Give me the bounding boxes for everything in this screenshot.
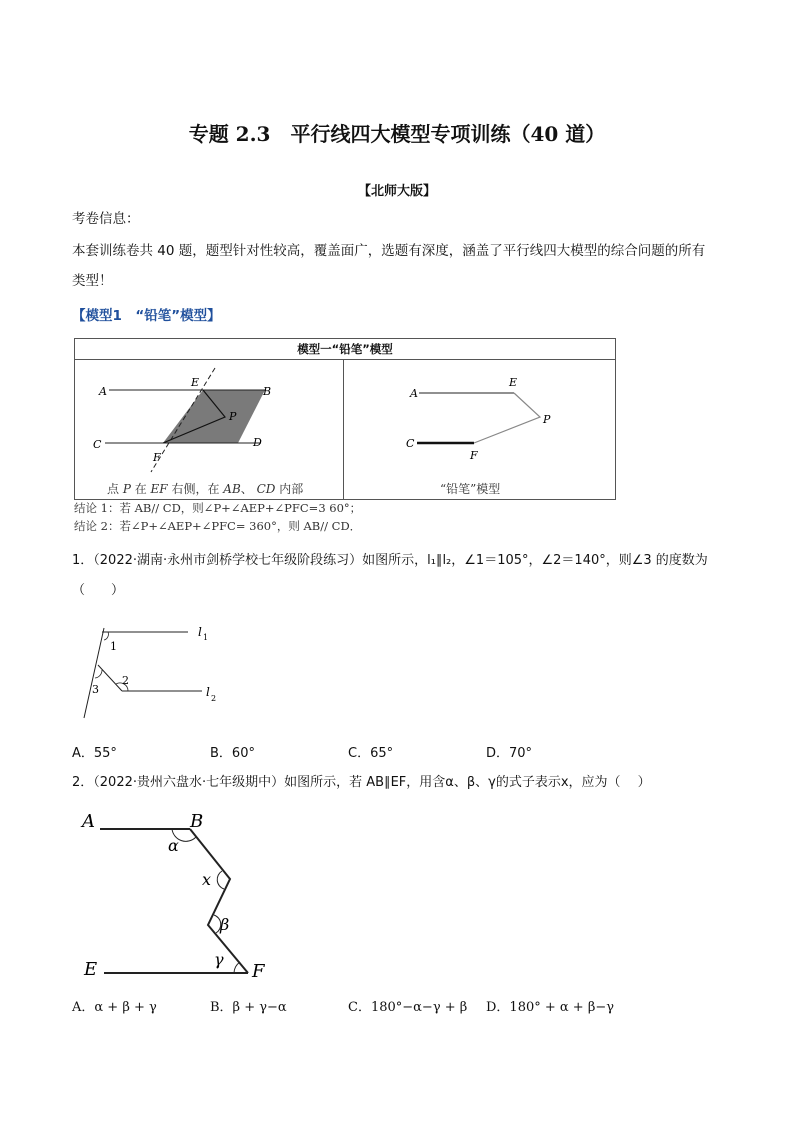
q1-stem: 1．（2022·湖南·永州市剑桥学校七年级阶段练习）如图所示，l₁∥l₂，∠1＝105°，∠2＝140°，则∠3 的度数为 (72, 553, 708, 568)
label-P: P (229, 410, 237, 423)
q1-option-d[interactable]: D．70° (486, 746, 533, 761)
label-F: F (153, 451, 161, 464)
shaded-region (163, 390, 265, 443)
label-l2-sub: 2 (211, 694, 217, 703)
transversal (84, 628, 104, 718)
label-l1: l (198, 625, 202, 639)
q2-option-b[interactable]: B．β + γ−α (210, 1000, 287, 1015)
label-C: C (406, 437, 415, 450)
q2-option-d[interactable]: D．180° + α + β−γ (486, 1000, 615, 1015)
label-angle-2: 2 (122, 674, 129, 687)
angle-3-arc (95, 670, 102, 678)
label-E: E (84, 959, 98, 980)
conclusion-2: 结论 2：若∠P+∠AEP+∠PFC= 360°，则 AB// CD． (74, 519, 362, 533)
label-beta: β (220, 915, 230, 934)
label-gamma: γ (214, 950, 224, 969)
label-alpha: α (168, 836, 179, 855)
q2-stem: 2．（2022·贵州六盘水·七年级期中）如图所示，若 AB∥EF，用含α、β、γ的式子表示x，应为（ ） (72, 775, 651, 790)
label-l1-sub: 1 (203, 633, 209, 642)
conclusion-1: 结论 1：若 AB// CD，则∠P+∠AEP+∠PFC=3 60°； (74, 501, 362, 515)
label-B: B (190, 811, 204, 832)
label-F: F (252, 961, 265, 982)
page-title: 专题 2.3 平行线四大模型专项训练（40 道） (188, 122, 606, 146)
info-label: 考卷信息： (72, 211, 140, 227)
label-angle-1: 1 (110, 640, 117, 653)
label-P: P (543, 413, 551, 426)
label-E: E (191, 376, 200, 389)
model-left-caption: 点 P 在 EF 右侧，在 AB、 CD 内部 (107, 482, 304, 496)
model-right-diagram (344, 360, 615, 480)
info-text-line-1: 本套训练卷共 40 题，题型针对性较高，覆盖面广，选题有深度，涵盖了平行线四大模型的综合问题的所有 (72, 243, 706, 259)
q1-paren: （ ） (72, 583, 125, 598)
label-x: x (202, 870, 212, 889)
q1-option-b[interactable]: B．60° (210, 746, 255, 761)
model-box (74, 338, 616, 500)
bent-segment (98, 665, 122, 691)
label-E: E (509, 376, 518, 389)
q1-diagram (72, 618, 252, 728)
label-A: A (82, 811, 95, 832)
q1-option-c[interactable]: C．65° (348, 746, 394, 761)
label-l2: l (206, 685, 210, 699)
label-F: F (470, 449, 478, 462)
angle-1-arc (104, 632, 108, 640)
label-A: A (410, 387, 418, 400)
label-B: B (263, 385, 272, 398)
info-text-line-2: 类型！ (72, 273, 113, 289)
q2-diagram (72, 805, 292, 985)
model-box-header: 模型一“铅笔”模型 (75, 339, 615, 360)
label-A: A (99, 385, 107, 398)
angle-x-arc (217, 871, 224, 889)
q2-option-a[interactable]: A．α + β + γ (72, 1000, 157, 1015)
label-angle-3: 3 (92, 683, 99, 696)
label-D: D (253, 436, 262, 449)
model-heading: 【模型1 “铅笔”模型】 (72, 308, 221, 324)
q1-option-a[interactable]: A．55° (72, 746, 117, 761)
q2-option-c[interactable]: C．180°−α−γ + β (348, 1000, 468, 1015)
label-C: C (93, 438, 102, 451)
model-left-diagram (75, 360, 343, 499)
pencil-tip (474, 393, 540, 443)
edition-label: 【北师大版】 (357, 184, 436, 199)
model-right-caption: “铅笔”模型 (440, 482, 501, 496)
